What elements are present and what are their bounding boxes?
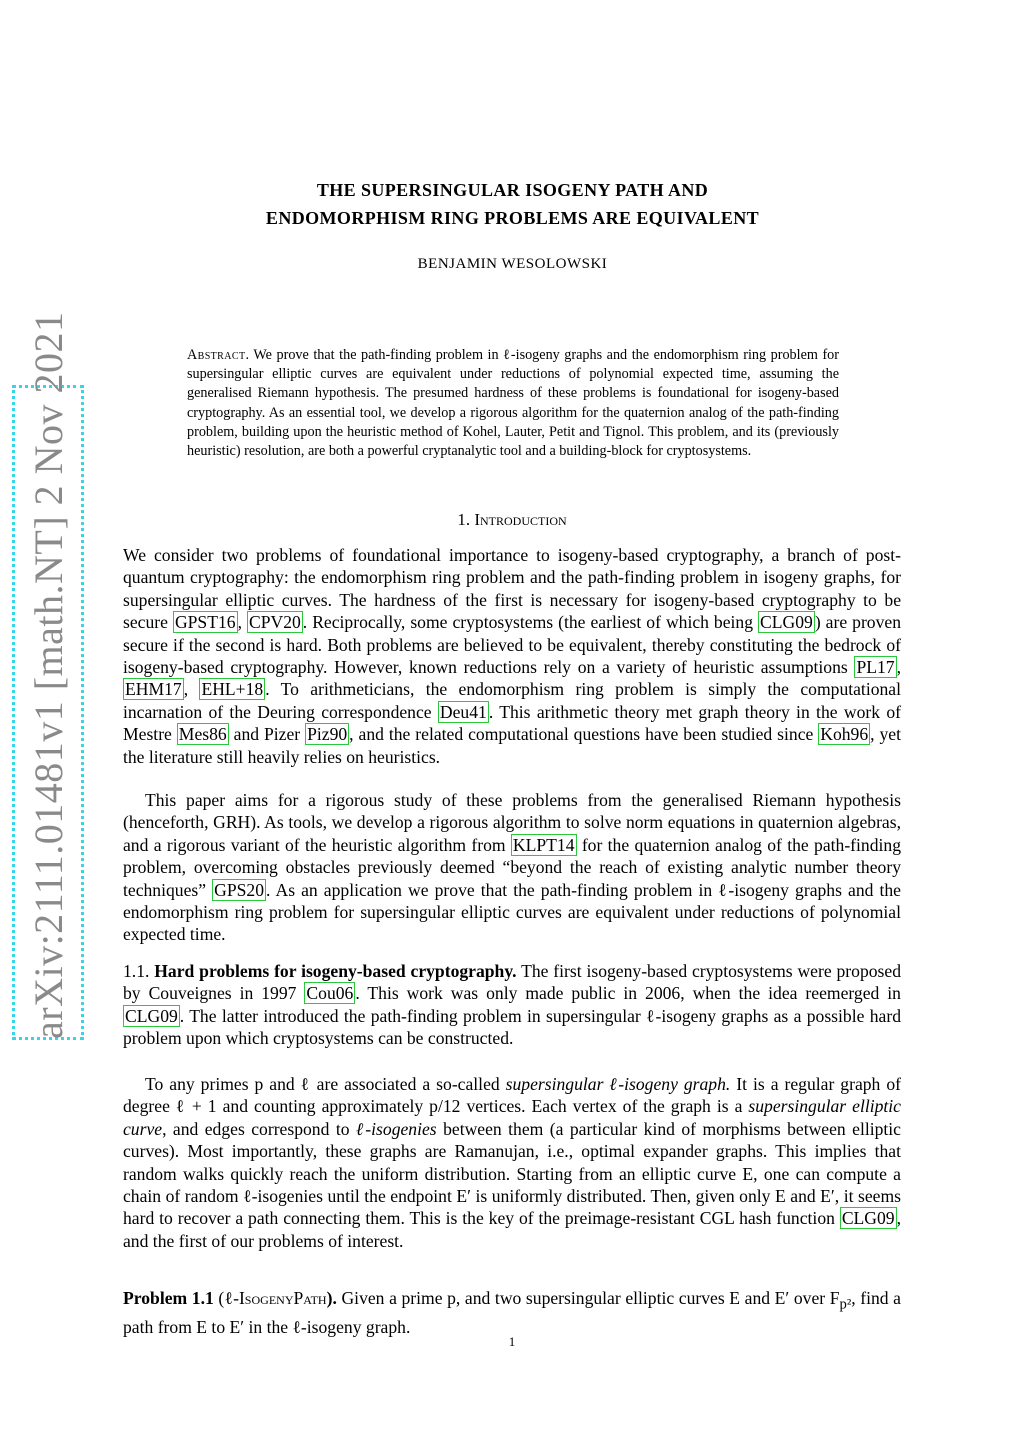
author-name: BENJAMIN WESOLOWSKI (417, 256, 608, 272)
citation-link[interactable]: Koh96 (820, 724, 869, 745)
subsection-number: 1.1. (123, 961, 150, 981)
citation-link[interactable]: Cou06 (306, 983, 354, 1004)
citation-link[interactable]: EHL+18 (201, 679, 264, 700)
citation-link[interactable]: Deu41 (439, 701, 487, 722)
problem-name: IsogenyPath (238, 1288, 327, 1308)
subsection-heading: Hard problems for isogeny-based cryptography. (154, 961, 517, 981)
citation-link[interactable]: CLG09 (125, 1005, 178, 1026)
arxiv-sidebar[interactable] (12, 311, 84, 1040)
section-number: 1. (457, 510, 471, 529)
abstract (187, 346, 839, 461)
paragraph-4: To any primes p and ℓ are associated a so-called supersingular ℓ-isogeny graph. It is a regular graph of degree ℓ + 1 and counting approximately p/12 vertices. Each vertex of the graph is a supersingular elliptic curve, and edges correspond to ℓ-isogenies between them (a particular kind of morphisms between elliptic curves). Most importantly, these graphs are Ramanujan, i.e., optimal expander graphs. This implies that random walks quickly reach the uniform distribution. Starting from an elliptic curve E, one can compute a chain of random ℓ-isogenies until the endpoint E′ is uniformly distributed. Then, given only E and E′, it seems hard to recover a path connecting them. This is the key of the preimage-resistant CGL hash function CLG09 , and the first of our problems of interest. (123, 1074, 901, 1251)
title-line-1: THE SUPERSINGULAR ISOGENY PATH AND (316, 180, 709, 200)
citation-link[interactable]: CPV20 (248, 612, 301, 633)
citation-link[interactable]: KLPT14 (512, 834, 575, 855)
arxiv-identifier[interactable]: arXiv:2111.01481v1 [math.NT] 2 Nov 2021 (26, 311, 71, 1039)
paper-title (150, 176, 875, 232)
problem-1-1: Problem 1.1 (ℓ-IsogenyPath). Given a prime p, and two supersingular elliptic curves E and E′ over $F_{p^2}$, find a path from E to E′ in the ℓ-isogeny graph. (123, 1288, 901, 1337)
subsection-1-1: 1.1. Hard problems for isogeny-based cryptography. The first isogeny-based cryptosystems were proposed by Couveignes in 1997 Cou06 . This work was only made public in 2006, when the idea reemerged in CLG09 . The latter introduced the path-finding problem in supersingular ℓ-isogeny graphs as a possible hard problem upon which cryptosystems can be constructed. (123, 961, 902, 1049)
citation-link[interactable]: PL17 (856, 657, 895, 678)
citation-link[interactable]: Mes86 (178, 724, 227, 745)
abstract-text: We prove that the path-finding problem in ℓ-isogeny graphs and the endomorphism ring problem for supersingular elliptic curves are equivalent under reductions of polynomial expected time, assuming the generalised Riemann hypothesis. The presumed hardness of these problems is foundational for isogeny-based cryptography. As an essential tool, we develop a rigorous algorithm for the quaternion analog of the path-finding problem, building upon the heuristic method of Kohel, Lauter, Petit and Tignol. This problem, and its (previously heuristic) resolution, are both a powerful cryptanalytic tool and a building-block for cryptosystems. (187, 347, 839, 460)
title-line-2: ENDOMORPHISM RING PROBLEMS ARE EQUIVALENT (265, 208, 760, 228)
citation-link[interactable]: CLG09 (760, 612, 813, 633)
section-title: Introduction (474, 510, 567, 529)
citation-link[interactable]: GPST16 (174, 612, 236, 633)
abstract-label: Abstract. (187, 347, 250, 363)
citation-link[interactable]: GPS20 (214, 879, 264, 900)
citation-link[interactable]: Piz90 (307, 724, 348, 745)
paragraph-2: This paper aims for a rigorous study of these problems from the generalised Riemann hypothesis (henceforth, GRH). As tools, we develop a rigorous algorithm to solve norm equations in quaternion algebras, and a rigorous variant of the heuristic algorithm from KLPT14 for the quaternion analog of the path-finding problem, overcoming obstacles previously deemed “beyond the reach of existing analytic number theory techniques” GPS20 . As an application we prove that the path-finding problem in ℓ-isogeny graphs and the endomorphism ring problem for supersingular elliptic curves are equivalent under reductions of polynomial expected time. (123, 790, 901, 945)
problem-label: Problem 1.1 (123, 1288, 214, 1308)
citation-link[interactable]: EHM17 (125, 679, 182, 700)
section-heading-introduction (123, 510, 901, 530)
page-number: 1 (508, 1334, 516, 1349)
paragraph-1: We consider two problems of foundational importance to isogeny-based cryptography, a branch of post-quantum cryptography: the endomorphism ring problem and the path-finding problem in isogeny graphs, for supersingular elliptic curves. The hardness of the first is necessary for isogeny-based cryptography to be secure GPST16 , CPV20 . Reciprocally, some cryptosystems (the earliest of which being CLG09 ) are proven secure if the second is hard. Both problems are believed to be equivalent, thereby constituting the bedrock of isogeny-based cryptography. However, known reductions rely on a variety of heuristic assumptions PL17 , EHM17 , EHL+18 . To arithmeticians, the endomorphism ring problem is simply the computational incarnation of the Deuring correspondence Deu41 . This arithmetic theory met graph theory in the work of Mestre Mes86 and Pizer Piz90 , and the related computational questions have been studied since Koh96 , yet the literature still heavily relies on heuristics. (123, 545, 902, 767)
citation-link[interactable]: CLG09 (841, 1208, 895, 1229)
